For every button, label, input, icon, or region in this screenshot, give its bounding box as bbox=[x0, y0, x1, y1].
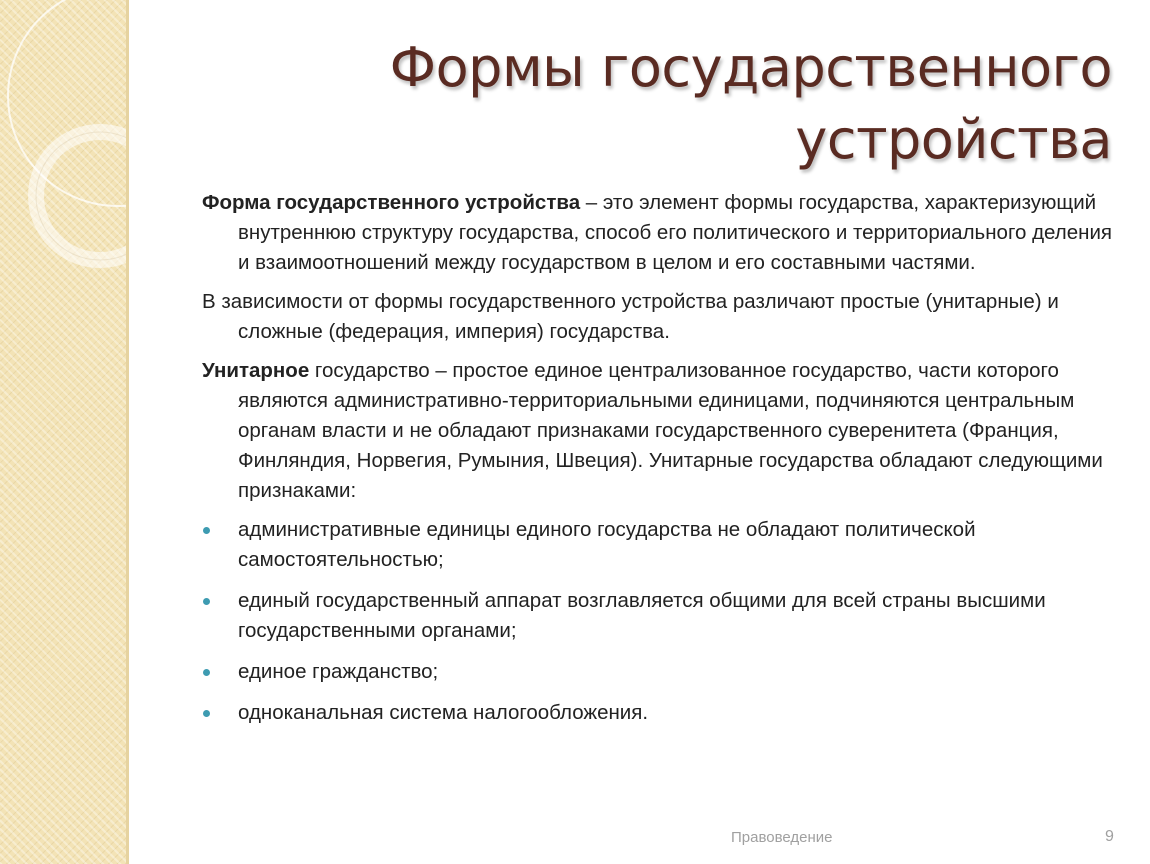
slide-body bbox=[202, 188, 1117, 739]
bullet-dot-icon bbox=[203, 527, 210, 534]
list-item bbox=[202, 586, 1117, 646]
bullet-dot-icon bbox=[203, 598, 210, 605]
footer-text: Правоведение bbox=[731, 829, 833, 846]
definition-paragraph bbox=[202, 188, 1117, 278]
definition-term: Форма государственного устройства bbox=[202, 191, 581, 214]
definition-text: – это элемент формы государства, характеризующий внутреннюю структуру государства, способ его политического и территориального деления и взаимоотношений между государством в целом и его составными частями. bbox=[238, 191, 1112, 274]
list-item-text: административные единицы единого государства не обладают политической самостоятельностью; bbox=[238, 518, 976, 571]
slide-title bbox=[352, 32, 1112, 176]
list-item-text: единый государственный аппарат возглавляется общими для всей страны высшими государственными органами; bbox=[238, 589, 1046, 642]
bullet-dot-icon bbox=[203, 669, 210, 676]
list-item bbox=[202, 657, 1117, 687]
classification-paragraph: В зависимости от формы государственного устройства различают простые (унитарные) и сложные (федерация, империя) государства. bbox=[202, 290, 1059, 343]
bullet-dot-icon bbox=[203, 710, 210, 717]
list-item-text: одноканальная система налогообложения. bbox=[238, 701, 649, 724]
unitary-text: государство – простое единое централизованное государство, части которого являются административно-территориальными единицами, подчиняются центральным органам власти и не обладают признаками государственного суверенитета (Франция, Финляндия, Норвегия, Румыния, Швеция). Унитарные государства обладают следующими признаками: bbox=[238, 359, 1103, 502]
unitary-paragraph bbox=[202, 356, 1117, 506]
title-line-2: устройства bbox=[795, 108, 1112, 171]
list-item bbox=[202, 515, 1117, 575]
title-line-1: Формы государственного bbox=[389, 36, 1112, 99]
page-number: 9 bbox=[1105, 828, 1114, 845]
unitary-term: Унитарное bbox=[202, 359, 310, 382]
decorative-sidebar bbox=[0, 0, 129, 864]
decorative-circles bbox=[0, 0, 126, 864]
unitary-features-list bbox=[202, 515, 1117, 728]
list-item bbox=[202, 698, 1117, 728]
list-item-text: единое гражданство; bbox=[238, 660, 439, 683]
